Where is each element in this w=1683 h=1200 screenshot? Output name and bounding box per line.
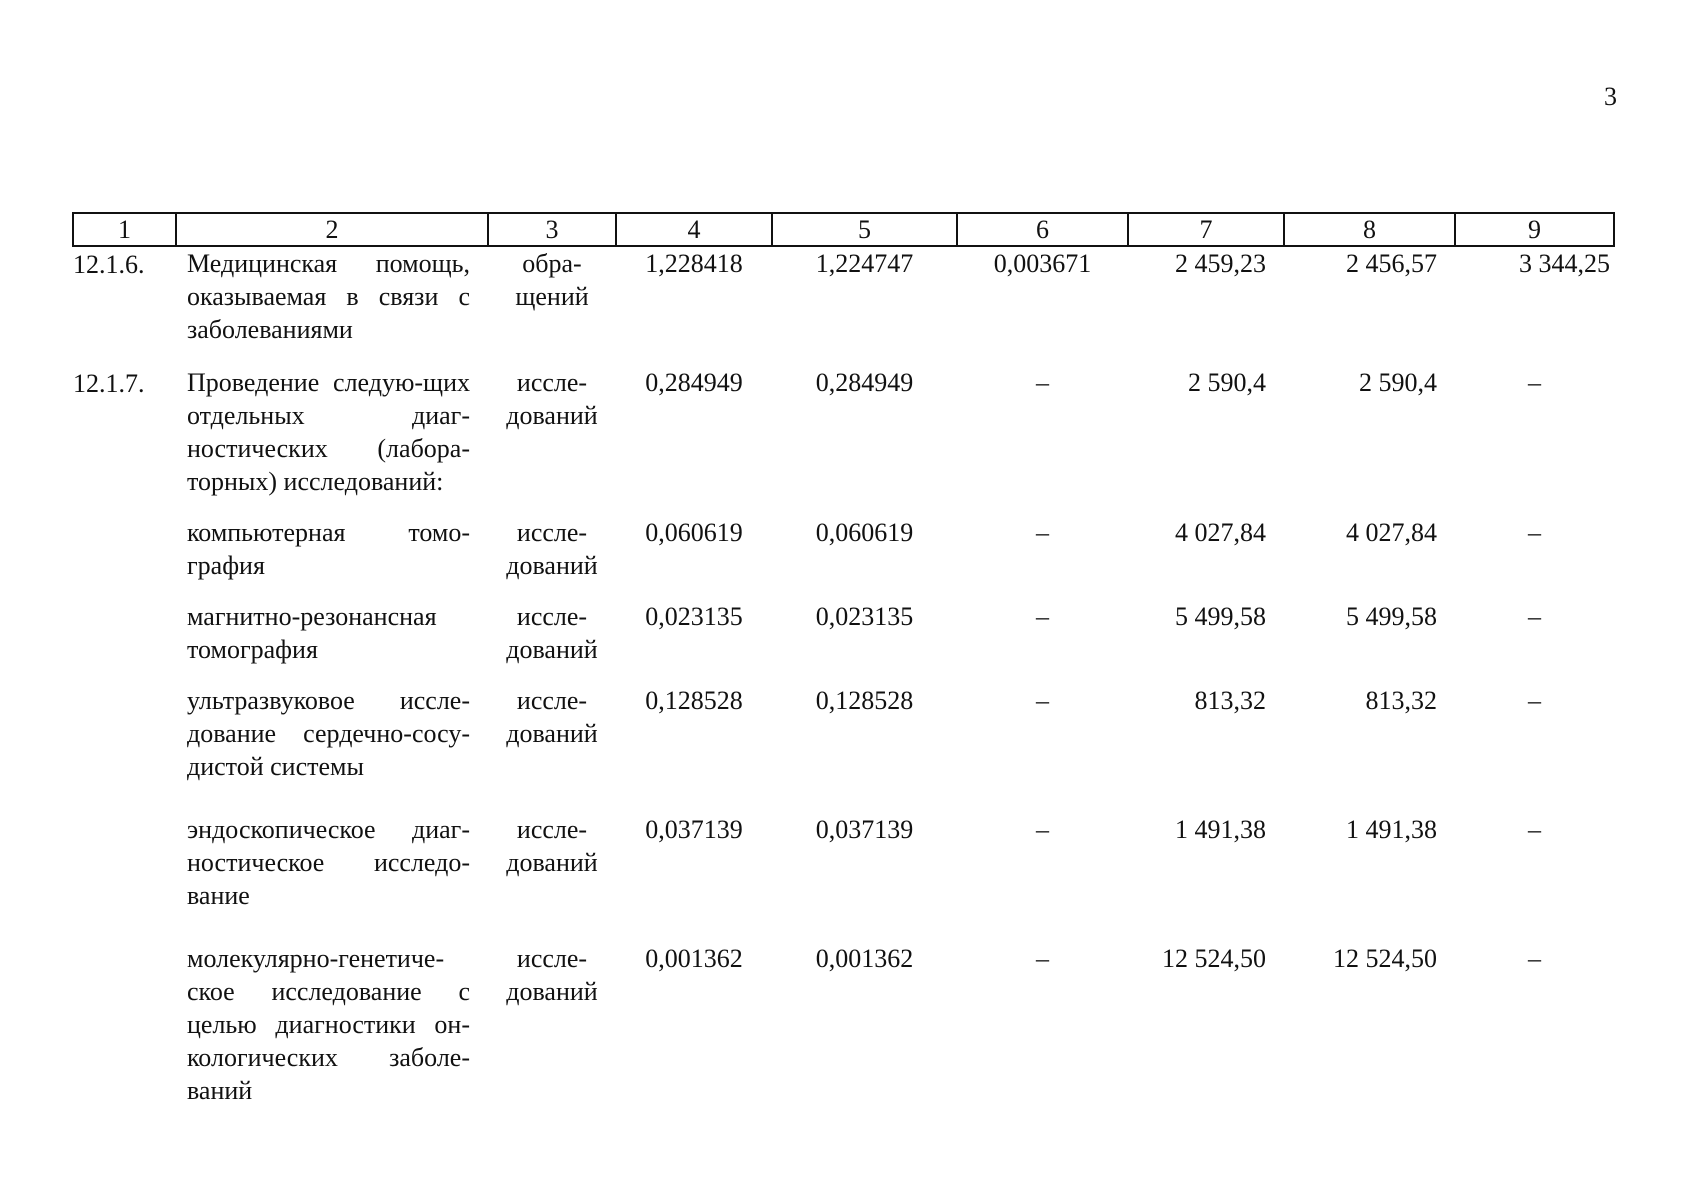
table-row	[73, 246, 1614, 346]
row-col9: –	[1528, 602, 1541, 631]
row-name: магнитно-резонансная томография	[187, 602, 437, 664]
row-col6: –	[1036, 602, 1049, 631]
row-col4: 0,128528	[645, 686, 743, 715]
row-col7: 813,32	[1194, 686, 1266, 715]
column-header: 5	[772, 213, 957, 246]
table-row	[73, 366, 1614, 498]
row-col7: 5 499,58	[1175, 602, 1266, 631]
table-row	[73, 813, 1614, 912]
column-header: 6	[957, 213, 1128, 246]
row-col6: –	[1036, 368, 1049, 397]
row-name: Проведение следую-щих отдельных диаг-ностических (лабора-торных) исследований:	[187, 368, 470, 496]
row-code	[73, 813, 176, 912]
row-code	[73, 600, 176, 666]
row-unit: обра-щений	[515, 249, 589, 311]
row-col8: 2 456,57	[1346, 249, 1437, 278]
row-unit: иссле-дований	[506, 518, 598, 580]
row-col4: 0,001362	[645, 944, 743, 973]
row-name: молекулярно-генетиче-ское исследование с целью диагностики он-кологических заболе-ваний	[187, 944, 470, 1105]
row-col9: –	[1528, 815, 1541, 844]
row-name: ультразвуковое иссле-дование сердечно-сосу-дистой системы	[187, 686, 470, 781]
row-col6: 0,003671	[993, 249, 1092, 278]
column-header: 4	[616, 213, 772, 246]
column-number-row	[73, 213, 1614, 246]
row-col7: 12 524,50	[1162, 944, 1266, 973]
row-unit: иссле-дований	[506, 602, 598, 664]
row-col6: –	[1036, 815, 1049, 844]
page-number: 3	[1604, 82, 1617, 111]
row-col7: 2 459,23	[1175, 249, 1266, 278]
row-col7: 1 491,38	[1175, 815, 1266, 844]
row-col4: 0,023135	[645, 602, 743, 631]
row-col9: 3 344,25	[1519, 249, 1610, 278]
row-unit: иссле-дований	[506, 368, 598, 430]
row-col9: –	[1528, 686, 1541, 715]
row-col6: –	[1036, 686, 1049, 715]
row-name: компьютерная томо-графия	[187, 518, 470, 580]
row-code	[73, 516, 176, 582]
row-col4: 0,284949	[645, 368, 743, 397]
column-header: 1	[73, 213, 176, 246]
row-col8: 1 491,38	[1346, 815, 1437, 844]
row-col5: 0,037139	[815, 815, 914, 844]
row-col8: 4 027,84	[1346, 518, 1437, 547]
row-col8: 5 499,58	[1346, 602, 1437, 631]
row-col7: 4 027,84	[1175, 518, 1266, 547]
row-unit: иссле-дований	[506, 686, 598, 748]
row-col5: 0,128528	[815, 686, 914, 715]
row-code	[73, 684, 176, 783]
table-row	[73, 684, 1614, 783]
row-name: эндоскопическое диаг-ностическое исследо-вание	[187, 815, 470, 910]
row-col4: 1,228418	[645, 249, 743, 278]
column-header: 3	[488, 213, 616, 246]
row-unit: иссле-дований	[506, 815, 598, 877]
row-col4: 0,060619	[645, 518, 743, 547]
row-col7: 2 590,4	[1188, 368, 1266, 397]
row-col6: –	[1036, 518, 1049, 547]
row-unit: иссле-дований	[506, 944, 598, 1006]
row-col4: 0,037139	[645, 815, 743, 844]
row-col8: 813,32	[1365, 686, 1437, 715]
row-col6: –	[1036, 944, 1049, 973]
column-header: 9	[1455, 213, 1614, 246]
row-name: Медицинская помощь, оказываемая в связи с заболеваниями	[187, 249, 470, 344]
column-header: 8	[1284, 213, 1455, 246]
row-code	[73, 942, 176, 1107]
row-code: 12.1.7.	[73, 369, 145, 398]
row-col8: 12 524,50	[1333, 944, 1437, 973]
row-col9: –	[1528, 944, 1541, 973]
column-header: 2	[176, 213, 488, 246]
row-code: 12.1.6.	[73, 250, 145, 279]
tariff-table	[72, 212, 1615, 1107]
row-col5: 0,284949	[815, 368, 914, 397]
table-row	[73, 942, 1614, 1107]
row-col9: –	[1528, 518, 1541, 547]
row-col5: 1,224747	[815, 249, 914, 278]
row-col5: 0,001362	[815, 944, 914, 973]
column-header: 7	[1128, 213, 1284, 246]
row-col5: 0,060619	[815, 518, 914, 547]
row-col8: 2 590,4	[1359, 368, 1437, 397]
row-col9: –	[1528, 368, 1541, 397]
table-row	[73, 516, 1614, 582]
table-row	[73, 600, 1614, 666]
row-col5: 0,023135	[815, 602, 914, 631]
